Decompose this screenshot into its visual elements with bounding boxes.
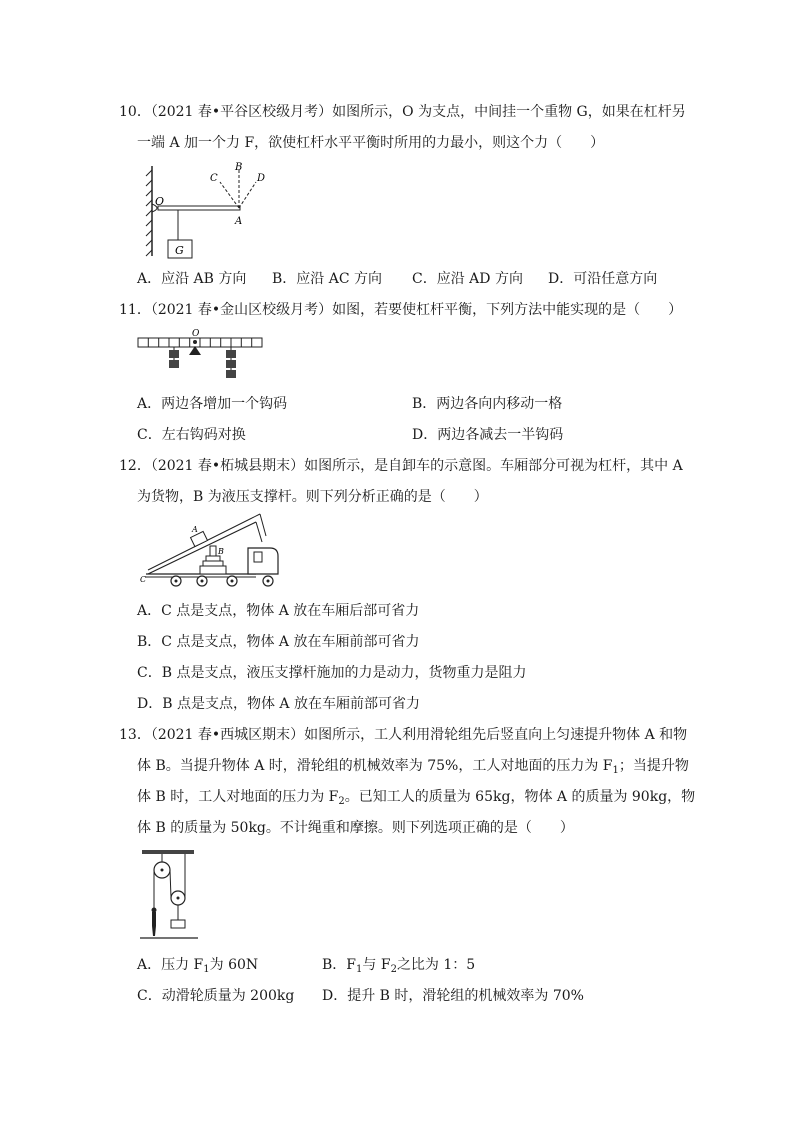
q10-label-d: D (257, 173, 266, 184)
q10-label-b: B (235, 162, 243, 173)
q10-option-b: B．应沿 AC 方向 (272, 271, 383, 287)
q13-stem-line-3: 体 B 时，工人对地面的压力为 $F_2$。已知工人的质量为 65kg，物体 A 的质量为 90kg，物 (137, 789, 696, 807)
q12-label-c: C (140, 575, 147, 584)
q10-option-d: D．可沿任意方向 (548, 271, 658, 287)
q11-lever-figure (136, 328, 266, 384)
q13-option-c: C．动滑轮质量为 200kg (137, 988, 295, 1004)
q10-label-a: A (235, 216, 243, 227)
q13-stem-line-1: 13．（2021 春•西城区期末）如图所示，工人利用滑轮组先后竖直向上匀速提升物体 A 和物 (119, 727, 688, 743)
q11-label-o: O (192, 329, 200, 339)
q10-label-c: C (210, 173, 218, 184)
q13-stem-line-2: 体 B。当提升物体 A 时，滑轮组的机械效率为 75%，工人对地面的压力为 $F_1$；当提升物 (137, 758, 689, 776)
q11-option-b: B．两边各向内移动一格 (412, 396, 563, 412)
q10-stem-line-2: 一端 A 加一个力 F，欲使杠杆水平平衡时所用的力最小，则这个力（ ） (137, 135, 605, 151)
q12-option-d: D．B 点是支点，物体 A 放在车厢前部可省力 (137, 696, 420, 712)
q11-stem-line-1: 11．（2021 春•金山区校级月考）如图，若要使杠杆平衡，下列方法中能实现的是（ ） (119, 302, 683, 318)
q12-label-b: B (218, 547, 224, 556)
q12-option-c: C．B 点是支点，液压支撑杆施加的力是动力，货物重力是阻力 (137, 665, 527, 681)
q11-option-c: C．左右钩码对换 (137, 427, 246, 443)
q10-label-o: O (155, 195, 165, 208)
q12-dump-truck-figure (136, 512, 286, 590)
q12-option-a: A．C 点是支点，物体 A 放在车厢后部可省力 (137, 603, 420, 619)
q12-stem-line-2: 为货物，B 为液压支撑杆。则下列分析正确的是（ ） (137, 489, 488, 505)
q10-option-a: A．应沿 AB 方向 (137, 271, 247, 287)
q13-pulley-figure (138, 848, 202, 944)
q12-option-b: B．C 点是支点，物体 A 放在车厢前部可省力 (137, 634, 420, 650)
q12-stem-line-1: 12．（2021 春•柘城县期末）如图所示，是自卸车的示意图。车厢部分可视为杠杆，其中 A (119, 458, 683, 474)
q13-option-a: A．压力 $F_1$为 60N (137, 957, 259, 975)
q13-option-b: B．$F_1$与 $F_2$之比为 1：5 (322, 957, 476, 975)
q12-label-a: A (192, 525, 198, 534)
q10-stem-line-1: 10．（2021 春•平谷区校级月考）如图所示，O 为支点，中间挂一个重物 G，如果在杠杆另 (119, 104, 686, 120)
q10-lever-figure (140, 158, 280, 262)
q13-option-d: D．提升 B 时，滑轮组的机械效率为 70% (322, 988, 584, 1004)
q10-line-ad (239, 182, 256, 208)
q11-option-a: A．两边各增加一个钩码 (137, 396, 288, 412)
q11-option-d: D．两边各减去一半钩码 (412, 427, 564, 443)
q13-stem-line-4: 体 B 的质量为 50kg。不计绳重和摩擦。则下列选项正确的是（ ） (137, 820, 574, 836)
q10-label-g: G (175, 244, 184, 257)
q10-line-ac (220, 182, 239, 208)
q10-option-c: C．应沿 AD 方向 (412, 271, 523, 287)
